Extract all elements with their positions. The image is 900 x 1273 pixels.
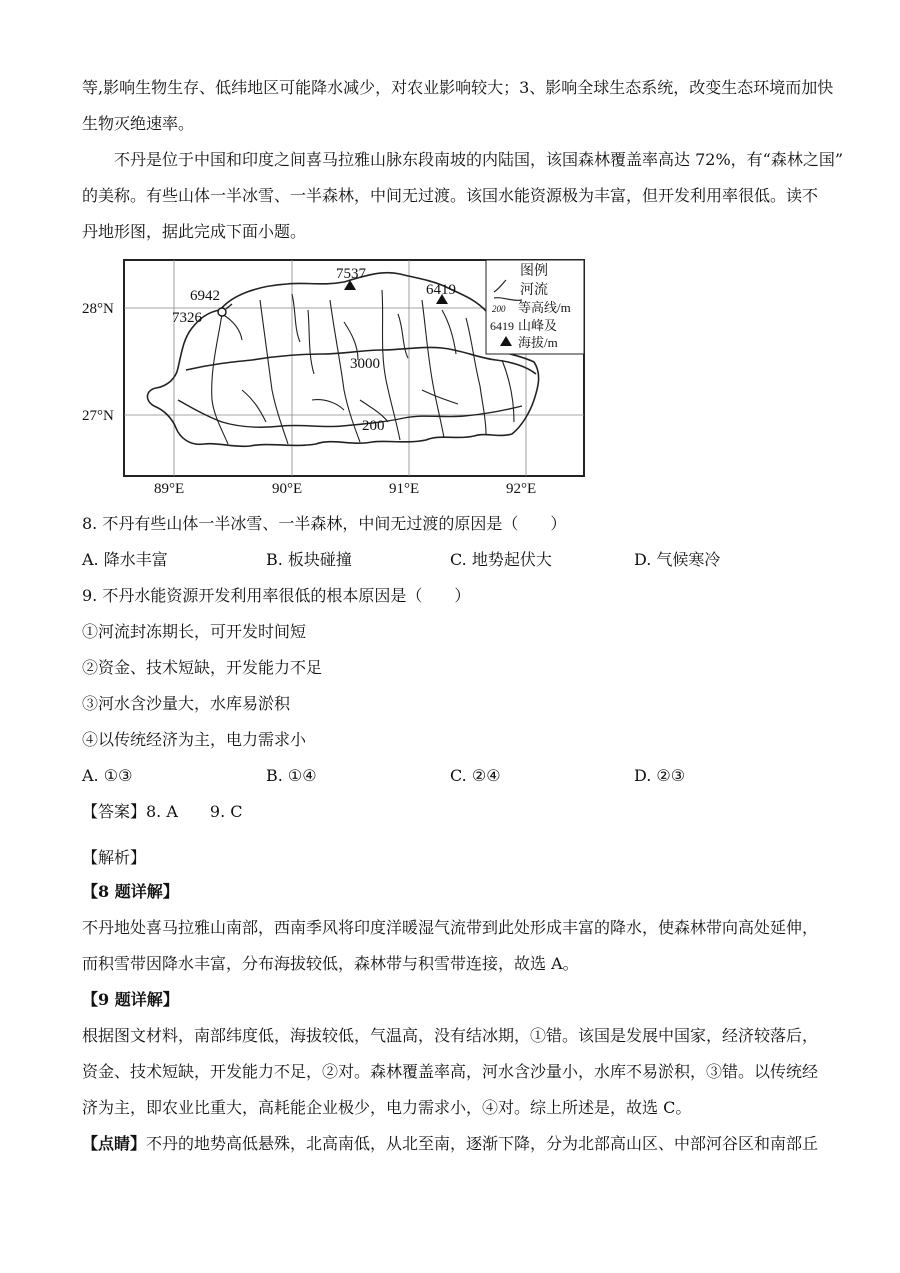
material-line-3: 丹地形图，据此完成下面小题。: [82, 222, 307, 241]
q8-option-b[interactable]: B. 板块碰撞: [266, 550, 352, 569]
q8-detail-line-2: 而积雪带因降水丰富，分布海拔较低，森林带与积雪带连接，故选 A。: [82, 954, 579, 973]
legend-contour-sample: 200: [492, 304, 506, 314]
q9-statement-1: ①河流封冻期长，可开发时间短: [82, 622, 307, 641]
q9-statement-4: ④以传统经济为主，电力需求小: [82, 730, 307, 749]
q8-option-c[interactable]: C. 地势起伏大: [450, 550, 552, 569]
contour-label-200: 200: [362, 418, 385, 434]
peak-label-6419: 6419: [426, 282, 456, 298]
lon-label-90: 90°E: [272, 481, 303, 497]
tip-label: 【点睛】: [82, 1134, 147, 1153]
q9-detail-line-3: 济为主，即农业比重大，高耗能企业极少，电力需求小，④对。综上所述是，故选 C。: [82, 1098, 692, 1117]
q9-stem: 9. 不丹水能资源开发利用率很低的根本原因是（ ）: [82, 586, 471, 605]
legend-peak-label: 山峰及: [518, 318, 558, 333]
legend-contour-label: 等高线/m: [518, 300, 571, 315]
q9-statement-3: ③河水含沙量大，水库易淤积: [82, 694, 291, 713]
intro-line-2: 生物灭绝速率。: [82, 114, 195, 133]
lon-label-91: 91°E: [389, 481, 420, 497]
q8-detail-heading: 【8 题详解】: [82, 882, 179, 901]
q9-option-d[interactable]: D. ②③: [634, 766, 686, 785]
q8-option-d[interactable]: D. 气候寒冷: [634, 550, 721, 569]
q9-detail-line-1: 根据图文材料，南部纬度低，海拔较低，气温高，没有结冰期，①错。该国是发展中国家，经济较落后，: [82, 1026, 819, 1045]
contour-label-3000: 3000: [350, 356, 380, 372]
peak-label-7326: 7326: [172, 310, 202, 326]
q9-statement-2: ②资金、技术短缺，开发能力不足: [82, 658, 323, 677]
lon-label-89: 89°E: [154, 481, 185, 497]
lat-label-27: 27°N: [82, 408, 114, 424]
peak-label-7537: 7537: [336, 266, 366, 282]
analysis-heading: 【解析】: [82, 848, 147, 867]
bhutan-topographic-map: [82, 250, 592, 500]
q9-option-c[interactable]: C. ②④: [450, 766, 501, 785]
q9-option-a[interactable]: A. ①③: [82, 766, 133, 785]
q9-detail-line-2: 资金、技术短缺，开发能力不足，②对。森林覆盖率高，河水含沙量小，水库不易淤积，③错。以传统经: [82, 1062, 819, 1081]
q8-option-a[interactable]: A. 降水丰富: [82, 550, 168, 569]
q8-stem: 8. 不丹有些山体一半冰雪、一半森林，中间无过渡的原因是（ ）: [82, 514, 567, 533]
legend-river-label: 河流: [520, 283, 548, 298]
q9-option-b[interactable]: B. ①④: [266, 766, 317, 785]
peak-label-6942: 6942: [190, 288, 220, 304]
lat-label-28: 28°N: [82, 301, 114, 317]
legend-title: 图例: [520, 264, 548, 279]
intro-line-1: 等,影响生物生存、低纬地区可能降水减少，对农业影响较大；3、影响全球生态系统，改变生态环境而加快: [82, 78, 834, 97]
material-line-1: 不丹是位于中国和印度之间喜马拉雅山脉东段南坡的内陆国，该国森林覆盖率高达 72%，有“森林之国”: [114, 150, 844, 169]
q9-detail-heading: 【9 题详解】: [82, 990, 179, 1009]
lon-label-92: 92°E: [506, 481, 537, 497]
answer-line: 【答案】8. A 9. C: [82, 802, 243, 821]
peak-7326-marker: [218, 308, 226, 316]
legend-peak-sample: 6419: [490, 319, 514, 333]
q8-detail-line-1: 不丹地处喜马拉雅山南部，西南季风将印度洋暖湿气流带到此处形成丰富的降水，使森林带向高处延伸，: [82, 918, 819, 937]
tip-text: 不丹的地势高低悬殊，北高南低，从北至南，逐渐下降，分为北部高山区、中部河谷区和南部丘: [146, 1134, 819, 1153]
legend-peak-label-2: 海拔/m: [518, 335, 558, 350]
material-line-2: 的美称。有些山体一半冰雪、一半森林，中间无过渡。该国水能资源极为丰富，但开发利用率很低。读不: [82, 186, 819, 205]
tip-line: [82, 1134, 818, 1154]
